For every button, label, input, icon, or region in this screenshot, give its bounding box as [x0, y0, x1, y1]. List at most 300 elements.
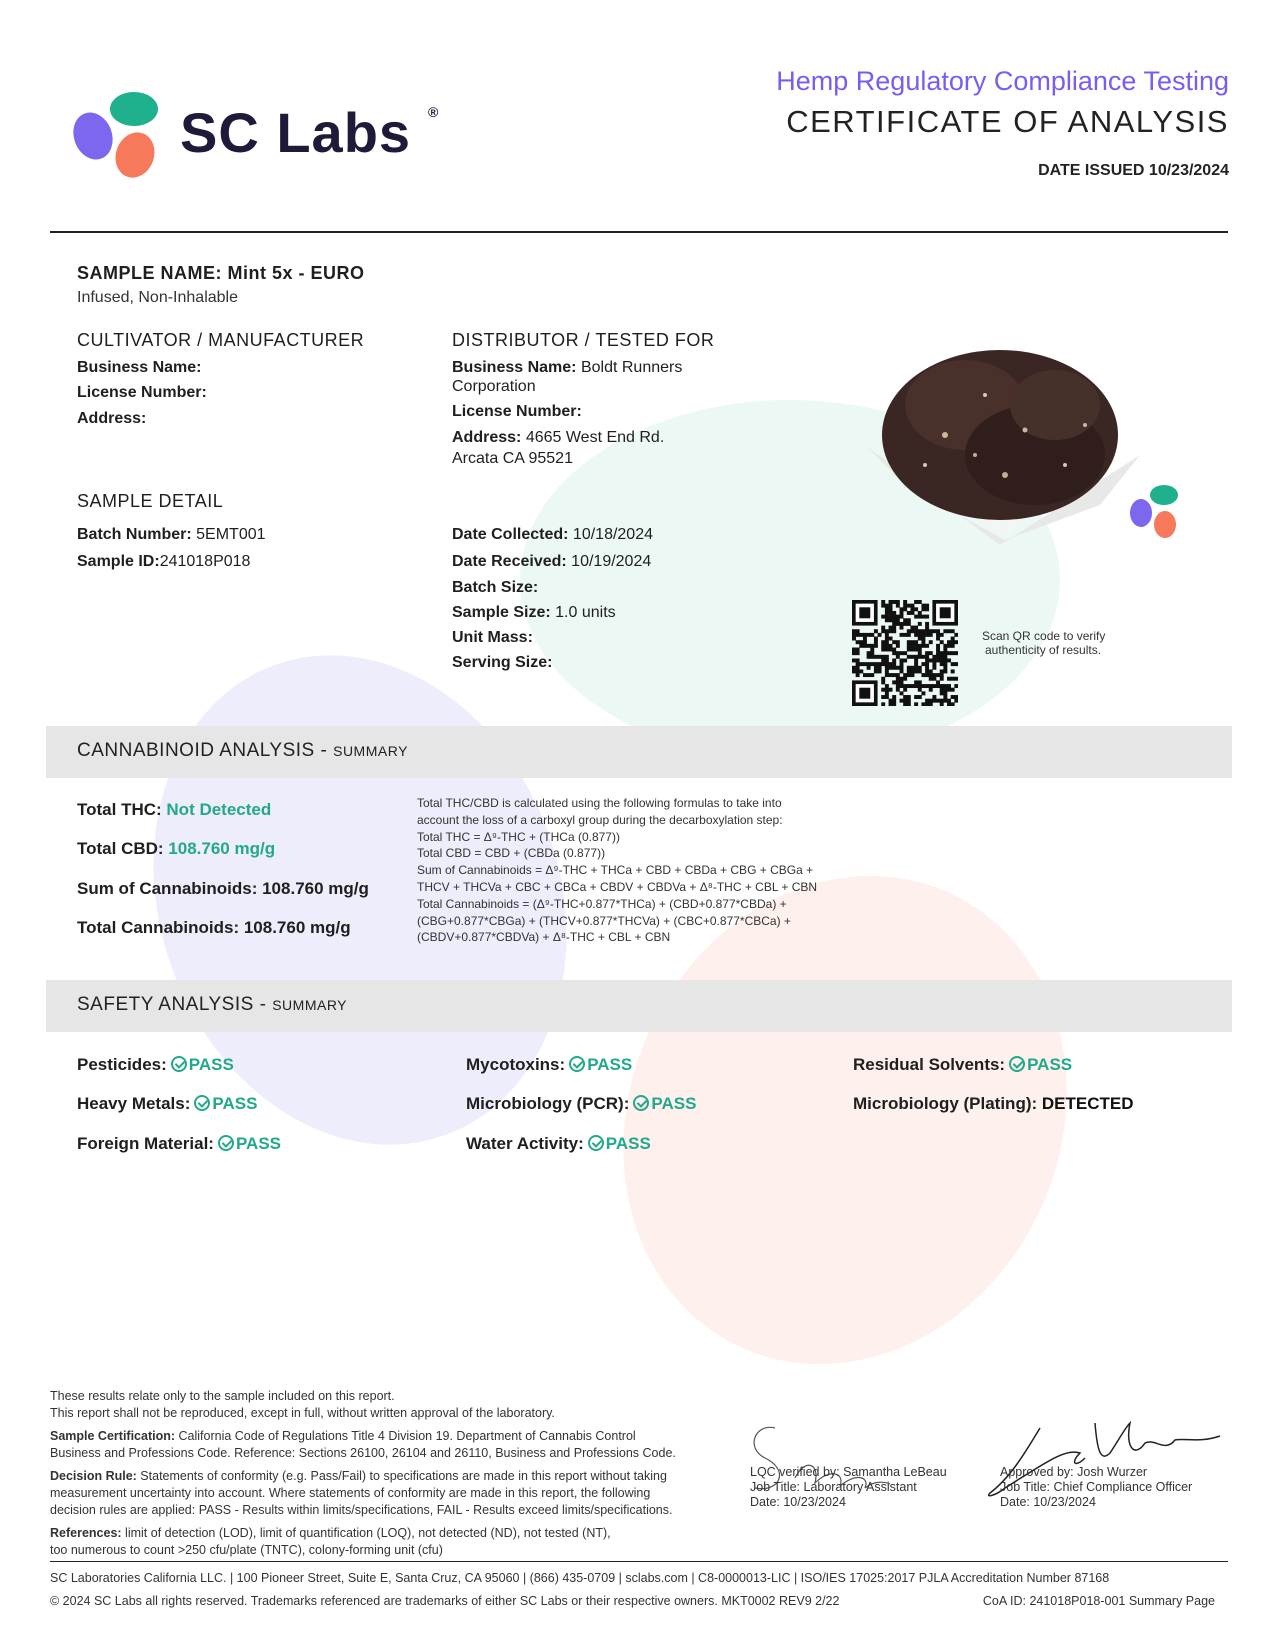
qr-module — [878, 633, 882, 637]
foreign-material-label: Foreign Material: — [77, 1134, 214, 1153]
qr-module — [925, 655, 929, 659]
qr-module — [918, 666, 922, 670]
qr-module — [881, 604, 885, 608]
qr-module — [943, 695, 947, 699]
qr-module — [856, 662, 860, 666]
qr-module — [921, 607, 925, 611]
qr-module — [859, 633, 863, 637]
qr-module — [867, 651, 871, 655]
qr-module — [940, 691, 944, 695]
footer-notes — [50, 1388, 710, 1559]
qr-module — [907, 618, 911, 622]
qr-module — [951, 637, 955, 641]
cert-text-2: Business and Professions Code. Reference: Sections 26100, 26104 and 26110, Business and Professions Code. — [50, 1446, 676, 1460]
qr-module — [900, 622, 904, 626]
qr-module — [852, 633, 856, 637]
qr-module — [925, 607, 929, 611]
safety-heading-small: SUMMARY — [272, 997, 348, 1013]
pass-badge: PASS — [605, 1134, 651, 1153]
qr-module — [892, 611, 896, 615]
qr-module — [900, 633, 904, 637]
qr-module — [896, 618, 900, 622]
date-received-label: Date Received: — [452, 553, 567, 570]
signature-block-left — [750, 1465, 947, 1510]
qr-module — [910, 669, 914, 673]
qr-module — [903, 688, 907, 692]
qr-module — [885, 662, 889, 666]
qr-module — [900, 691, 904, 695]
qr-module — [918, 688, 922, 692]
qr-module — [947, 702, 951, 706]
qr-module — [889, 618, 893, 622]
qr-module — [881, 648, 885, 652]
qr-module — [889, 626, 893, 630]
safety-micro-pcr — [466, 1093, 696, 1115]
qr-module — [943, 666, 947, 670]
qr-module — [943, 648, 947, 652]
qr-module — [921, 640, 925, 644]
coa-id: CoA ID: 241018P018-001 Summary Page — [982, 1594, 1215, 1608]
qr-module — [936, 658, 940, 662]
qr-module — [881, 600, 885, 604]
formula-line: Total Cannabinoids = (Δ⁹-THC+0.877*THCa) + (CBD+0.877*CBDa) + — [417, 896, 787, 911]
qr-module — [932, 666, 936, 670]
qr-module — [892, 666, 896, 670]
qr-module — [910, 673, 914, 677]
qr-module — [921, 684, 925, 688]
qr-module — [889, 611, 893, 615]
qr-module — [903, 651, 907, 655]
qr-module — [874, 629, 878, 633]
product-image — [855, 335, 1145, 550]
qr-module — [947, 629, 951, 633]
qr-module — [896, 666, 900, 670]
qr-module — [940, 662, 944, 666]
qr-module — [929, 640, 933, 644]
distributor-business-label: Business Name: — [452, 359, 577, 376]
approver-job-title: Job Title: Chief Compliance Officer — [1000, 1480, 1193, 1494]
qr-module — [903, 699, 907, 703]
qr-module — [892, 600, 896, 604]
safety-heading — [77, 994, 347, 1016]
qr-module — [896, 644, 900, 648]
qr-module — [856, 673, 860, 677]
qr-module — [921, 629, 925, 633]
qr-module — [940, 655, 944, 659]
qr-module — [900, 626, 904, 630]
small-logo-orange — [1154, 511, 1176, 538]
qr-module — [929, 702, 933, 706]
registered-mark: ® — [428, 104, 439, 120]
qr-module — [856, 648, 860, 652]
qr-module — [896, 615, 900, 619]
unit-mass-label: Unit Mass: — [452, 629, 533, 646]
qr-module — [889, 666, 893, 670]
qr-module — [896, 600, 900, 604]
qr-module — [951, 677, 955, 681]
qr-module — [954, 633, 958, 637]
qr-module — [907, 673, 911, 677]
qr-module — [907, 695, 911, 699]
safety-analysis-header — [46, 980, 1232, 1032]
date-collected-value: 10/18/2024 — [572, 526, 653, 543]
qr-module — [947, 644, 951, 648]
qr-caption-1: Scan QR code to verify — [982, 629, 1106, 643]
qr-module — [918, 651, 922, 655]
small-logo-teal — [1150, 485, 1178, 505]
qr-module — [885, 637, 889, 641]
qr-code-graphic — [852, 600, 958, 706]
cultivator-address-label: Address: — [77, 410, 147, 427]
qr-module — [907, 611, 911, 615]
qr-module — [870, 648, 874, 652]
qr-module — [896, 651, 900, 655]
qr-module — [881, 626, 885, 630]
qr-module — [867, 662, 871, 666]
qr-module — [914, 607, 918, 611]
qr-module — [918, 684, 922, 688]
qr-module — [932, 655, 936, 659]
qr-module — [903, 618, 907, 622]
lqc-job-title: Job Title: Laboratory Assistant — [750, 1480, 917, 1494]
logo-teal-shape — [110, 92, 158, 126]
cert-text-1: California Code of Regulations Title 4 Division 19. Department of Cannabis Control — [175, 1429, 636, 1443]
sample-id — [77, 551, 250, 573]
qr-module — [889, 688, 893, 692]
qr-module — [852, 637, 856, 641]
safety-heavy-metals — [77, 1093, 257, 1115]
qr-module — [903, 702, 907, 706]
qr-module — [870, 673, 874, 677]
distributor-address-label: Address: — [452, 429, 522, 446]
small-logo-mark — [1130, 485, 1190, 545]
qr-module — [954, 651, 958, 655]
qr-module — [885, 644, 889, 648]
qr-module — [936, 637, 940, 641]
qr-module — [900, 666, 904, 670]
qr-module — [940, 669, 944, 673]
qr-module — [885, 615, 889, 619]
qr-module — [921, 673, 925, 677]
qr-module — [859, 640, 863, 644]
qr-module — [910, 607, 914, 611]
qr-module — [929, 673, 933, 677]
sample-id-value: 241018P018 — [159, 553, 251, 570]
qr-module — [936, 633, 940, 637]
qr-module — [907, 644, 911, 648]
qr-module — [881, 688, 885, 692]
qr-module — [914, 626, 918, 630]
qr-module — [921, 615, 925, 619]
company-info: SC Laboratories California LLC. | 100 Pioneer Street, Suite E, Santa Cruz, CA 95060 | (866) 435-0709 | sclabs.com | C8-0000013-LIC | ISO/IES 17025:2017 PJLA Accreditation Number 87168 — [50, 1571, 1110, 1585]
qr-module — [881, 702, 885, 706]
date-received-value: 10/19/2024 — [571, 553, 652, 570]
qr-module — [936, 644, 940, 648]
total-thc-value: Not Detected — [166, 800, 272, 819]
sample-size-value: 1.0 units — [555, 604, 616, 621]
qr-module — [896, 673, 900, 677]
qr-module — [896, 622, 900, 626]
qr-module — [874, 640, 878, 644]
total-cbd-label: Total CBD: — [77, 839, 164, 858]
approved-by: Approved by: Josh Wurzer — [1000, 1465, 1148, 1479]
formula-line: account the loss of a carboxyl group during the decarboxylation step: — [417, 812, 783, 827]
qr-module — [947, 688, 951, 692]
qr-module — [885, 658, 889, 662]
qr-module — [896, 680, 900, 684]
cannabinoid-formula-notes — [417, 795, 857, 946]
decision-text-2: measurement uncertainty into account. Where statements of conformity are made in this report, the following — [50, 1486, 651, 1500]
qr-module — [856, 651, 860, 655]
pass-badge: PASS — [188, 1055, 234, 1074]
qr-module — [932, 695, 936, 699]
qr-caption-2: authenticity of results. — [985, 643, 1102, 657]
qr-module — [892, 629, 896, 633]
qr-code[interactable] — [852, 600, 958, 706]
mycotoxins-label: Mycotoxins: — [466, 1055, 566, 1074]
qr-module — [914, 629, 918, 633]
qr-module — [929, 684, 933, 688]
formula-line: Sum of Cannabinoids = Δ⁹-THC + THCa + CBD + CBDa + CBG + CBGa + — [417, 863, 814, 878]
qr-module — [936, 648, 940, 652]
date-issued: DATE ISSUED 10/23/2024 — [1038, 162, 1229, 179]
qr-module — [867, 673, 871, 677]
qr-module — [896, 655, 900, 659]
footer-divider — [50, 1561, 1228, 1562]
qr-module — [859, 662, 863, 666]
qr-module — [874, 655, 878, 659]
qr-module — [910, 604, 914, 608]
pass-badge: PASS — [1027, 1055, 1073, 1074]
qr-module — [856, 629, 860, 633]
pesticides-label: Pesticides: — [77, 1055, 167, 1074]
qr-module — [885, 691, 889, 695]
qr-finder — [859, 688, 870, 699]
batch-size-label: Batch Size: — [452, 579, 539, 596]
date-collected — [452, 524, 653, 546]
qr-module — [859, 669, 863, 673]
qr-module — [885, 666, 889, 670]
qr-module — [907, 669, 911, 673]
qr-module — [892, 658, 896, 662]
qr-module — [903, 633, 907, 637]
safety-foreign-material — [77, 1133, 281, 1155]
qr-module — [867, 666, 871, 670]
qr-module — [910, 629, 914, 633]
cannabinoid-heading-small: SUMMARY — [333, 743, 408, 759]
safety-pesticides — [77, 1054, 234, 1076]
distributor-address-value-2: Arcata CA 95521 — [452, 450, 573, 467]
qr-module — [951, 644, 955, 648]
qr-module — [889, 699, 893, 703]
qr-module — [943, 662, 947, 666]
sample-id-label: Sample ID: — [77, 553, 160, 570]
check-icon — [569, 1056, 585, 1072]
qr-module — [870, 655, 874, 659]
qr-module — [947, 640, 951, 644]
qr-module — [892, 680, 896, 684]
batch-number-label: Batch Number: — [77, 526, 192, 543]
formula-line: Total THC/CBD is calculated using the following formulas to take into — [417, 796, 782, 810]
ref-label: References: — [50, 1526, 122, 1540]
safety-heading-text: SAFETY ANALYSIS - — [77, 994, 273, 1015]
qr-module — [925, 699, 929, 703]
sc-labs-logo — [70, 88, 450, 188]
qr-module — [925, 702, 929, 706]
qr-module — [921, 691, 925, 695]
qr-module — [856, 658, 860, 662]
qr-module — [925, 626, 929, 630]
qr-module — [929, 688, 933, 692]
qr-module — [918, 600, 922, 604]
qr-module — [889, 600, 893, 604]
qr-module — [918, 669, 922, 673]
product-photo-svg — [855, 335, 1145, 550]
sample-type: Infused, Non-Inhalable — [77, 289, 238, 306]
qr-module — [932, 699, 936, 703]
qr-module — [881, 640, 885, 644]
qr-module — [870, 651, 874, 655]
qr-module — [940, 699, 944, 703]
qr-module — [921, 637, 925, 641]
header-divider — [50, 231, 1228, 233]
qr-module — [943, 688, 947, 692]
qr-module — [936, 680, 940, 684]
total-cannabinoids: Total Cannabinoids: 108.760 mg/g — [77, 918, 351, 937]
qr-module — [892, 622, 896, 626]
qr-module — [900, 658, 904, 662]
qr-module — [896, 684, 900, 688]
qr-module — [914, 702, 918, 706]
qr-module — [918, 611, 922, 615]
qr-module — [914, 666, 918, 670]
cannabinoid-heading-text: CANNABINOID ANALYSIS - — [77, 740, 334, 761]
qr-module — [900, 699, 904, 703]
qr-module — [932, 677, 936, 681]
qr-module — [892, 699, 896, 703]
qr-module — [921, 604, 925, 608]
qr-finder — [859, 607, 870, 618]
qr-module — [900, 607, 904, 611]
sample-size-label: Sample Size: — [452, 604, 551, 621]
qr-module — [918, 637, 922, 641]
qr-module — [910, 684, 914, 688]
signature-block-right — [1000, 1465, 1192, 1510]
qr-module — [943, 629, 947, 633]
qr-module — [914, 695, 918, 699]
qr-module — [929, 669, 933, 673]
qr-module — [918, 615, 922, 619]
qr-module — [852, 669, 856, 673]
qr-module — [936, 651, 940, 655]
qr-module — [907, 684, 911, 688]
qr-module — [940, 677, 944, 681]
qr-module — [900, 680, 904, 684]
formula-line: THCV + THCVa + CBC + CBCa + CBDV + CBDVa + Δ⁸-THC + CBL + CBN — [417, 879, 818, 894]
formula-line: (CBG+0.877*CBGa) + (THCV+0.877*THCVa) + (CBC+0.877*CBCa) + — [417, 913, 791, 928]
qr-module — [852, 651, 856, 655]
qr-module — [867, 633, 871, 637]
qr-module — [954, 677, 958, 681]
check-icon — [1009, 1056, 1025, 1072]
qr-module — [929, 677, 933, 681]
qr-module — [885, 648, 889, 652]
qr-module — [925, 633, 929, 637]
ref-text-2: too numerous to count >250 cfu/plate (TNTC), colony-forming unit (cfu) — [50, 1543, 443, 1557]
qr-module — [856, 666, 860, 670]
qr-module — [892, 702, 896, 706]
qr-module — [892, 626, 896, 630]
qr-module — [896, 688, 900, 692]
ref-text-1: limit of detection (LOD), limit of quantification (LOQ), not detected (ND), not tested (NT), — [121, 1526, 611, 1540]
qr-module — [943, 691, 947, 695]
qr-module — [863, 662, 867, 666]
qr-module — [936, 673, 940, 677]
qr-module — [936, 699, 940, 703]
qr-module — [900, 684, 904, 688]
qr-module — [936, 684, 940, 688]
qr-module — [896, 677, 900, 681]
qr-module — [892, 618, 896, 622]
check-icon — [588, 1135, 604, 1151]
qr-module — [940, 658, 944, 662]
qr-module — [852, 666, 856, 670]
qr-module — [907, 640, 911, 644]
safety-residual-solvents — [853, 1054, 1072, 1076]
decision-rule — [50, 1468, 710, 1485]
heavy-metals-label: Heavy Metals: — [77, 1094, 191, 1113]
qr-module — [889, 644, 893, 648]
qr-module — [907, 622, 911, 626]
references — [50, 1525, 710, 1542]
qr-module — [881, 644, 885, 648]
qr-module — [918, 622, 922, 626]
qr-module — [856, 669, 860, 673]
micro-pcr-label: Microbiology (PCR): — [466, 1094, 630, 1113]
qr-module — [921, 662, 925, 666]
qr-module — [900, 662, 904, 666]
qr-module — [925, 684, 929, 688]
qr-module — [881, 615, 885, 619]
qr-module — [863, 633, 867, 637]
safety-micro-plating — [853, 1093, 1134, 1115]
qr-module — [907, 629, 911, 633]
qr-module — [852, 648, 856, 652]
qr-module — [889, 607, 893, 611]
qr-module — [852, 629, 856, 633]
lqc-date: Date: 10/23/2024 — [750, 1495, 846, 1509]
qr-module — [889, 637, 893, 641]
brand-name: SC Labs — [180, 101, 412, 164]
sum-of-cannabinoids: Sum of Cannabinoids: 108.760 mg/g — [77, 879, 369, 898]
copyright: © 2024 SC Labs all rights reserved. Trademarks referenced are trademarks of either SC Labs or their respective owners. MKT0002 REV9 2/22 — [50, 1594, 840, 1608]
decision-label: Decision Rule: — [50, 1469, 137, 1483]
formula-line: (CBDV+0.877*CBDVa) + Δ⁸-THC + CBL + CBN — [417, 930, 671, 945]
qr-module — [874, 637, 878, 641]
total-cbd-value: 108.760 mg/g — [168, 839, 276, 858]
qr-module — [885, 607, 889, 611]
qr-module — [907, 702, 911, 706]
qr-module — [936, 655, 940, 659]
qr-module — [925, 666, 929, 670]
qr-module — [914, 615, 918, 619]
qr-module — [892, 640, 896, 644]
qr-module — [896, 604, 900, 608]
qr-module — [918, 644, 922, 648]
distributor-heading: DISTRIBUTOR / TESTED FOR — [452, 330, 715, 350]
micro-plating-value: DETECTED — [1041, 1094, 1134, 1113]
qr-module — [907, 699, 911, 703]
